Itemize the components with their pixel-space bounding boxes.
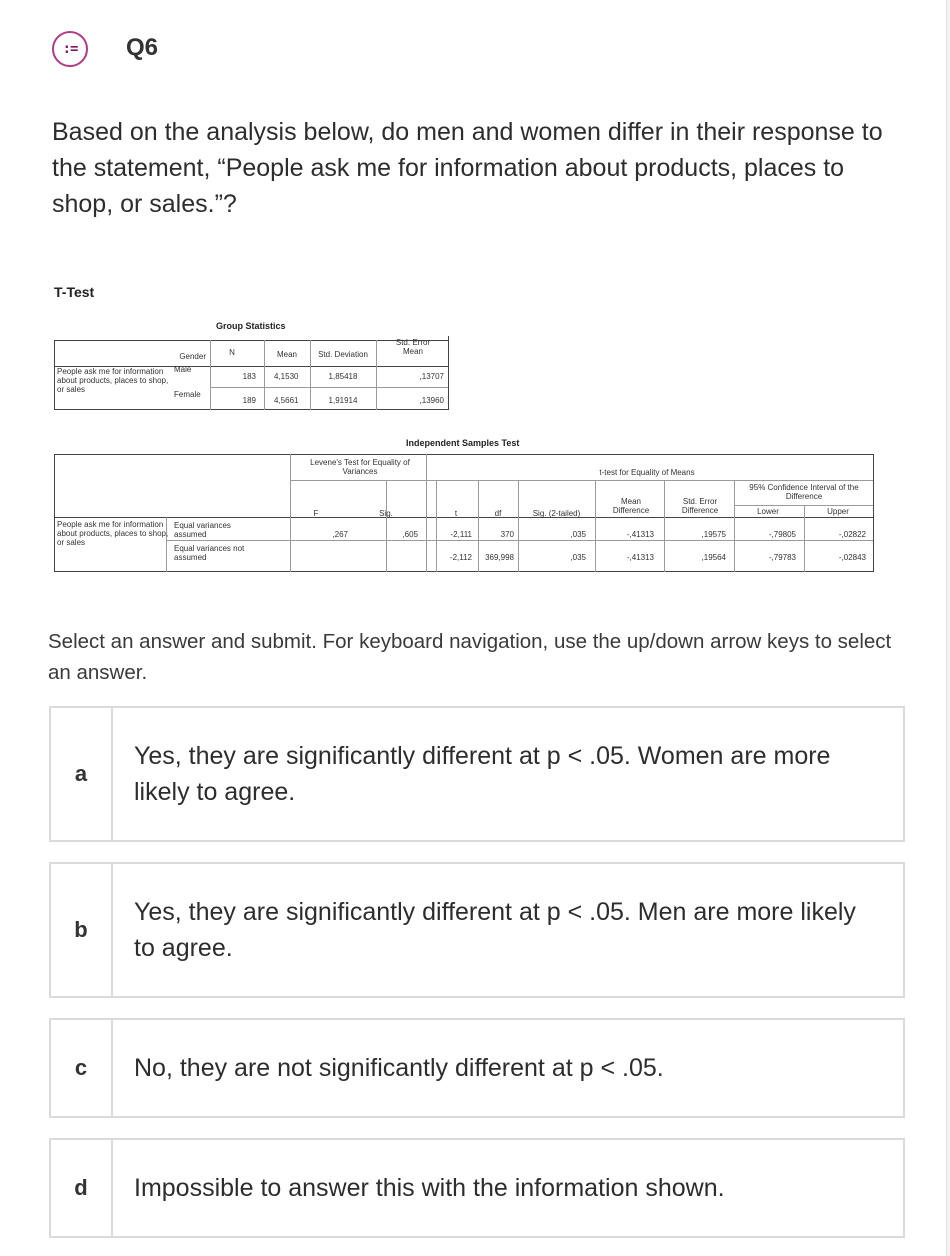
answer-option-b[interactable] bbox=[49, 862, 905, 998]
list-icon: := bbox=[52, 31, 88, 67]
equal-var-upper: -,02822 bbox=[838, 530, 866, 539]
option-letter: c bbox=[51, 1020, 113, 1116]
male-n: 183 bbox=[242, 372, 256, 381]
answer-instructions: Select an answer and submit. For keyboard navigation, use the up/down arrow keys to select an answer. bbox=[48, 630, 892, 684]
equal-var-f: ,267 bbox=[332, 530, 348, 539]
option-text: No, they are not significantly different at p < .05. bbox=[134, 1054, 664, 1082]
unequal-var-label: Equal variances not assumed bbox=[174, 544, 245, 562]
ttest-title: T-Test bbox=[54, 284, 95, 300]
male-gender: Male bbox=[174, 365, 192, 374]
answer-option-c[interactable] bbox=[49, 1018, 905, 1118]
unequal-var-upper: -,02843 bbox=[838, 553, 866, 562]
answer-option-d[interactable] bbox=[49, 1138, 905, 1238]
header-lower: Lower bbox=[757, 507, 779, 516]
ttest-header: t-test for Equality of Means bbox=[599, 468, 695, 477]
unequal-var-se-diff: ,19564 bbox=[701, 553, 726, 562]
header-sig2: Sig. (2-tailed) bbox=[532, 509, 581, 518]
unequal-var-t: -2,112 bbox=[449, 553, 472, 562]
option-letter: b bbox=[51, 864, 113, 996]
header-mean: Mean bbox=[276, 350, 297, 359]
header-upper: Upper bbox=[827, 507, 849, 516]
unequal-var-mean-diff: -,41313 bbox=[626, 553, 654, 562]
equal-var-df: 370 bbox=[500, 530, 514, 539]
male-std-dev: 1,85418 bbox=[328, 372, 358, 381]
header-n: N bbox=[229, 348, 235, 357]
male-mean: 4,1530 bbox=[274, 372, 299, 381]
ci-header: 95% Confidence Interval of the Difference bbox=[749, 483, 859, 501]
header-std-dev: Std. Deviation bbox=[318, 350, 368, 359]
equal-var-sig2: ,035 bbox=[570, 530, 586, 539]
female-std-dev: 1,91914 bbox=[328, 396, 358, 405]
equal-var-mean-diff: -,41313 bbox=[626, 530, 654, 539]
header-se-mean: Std. Error Mean bbox=[395, 338, 431, 356]
equal-var-sig: ,605 bbox=[402, 530, 418, 539]
header-mean-diff: Mean Difference bbox=[612, 497, 650, 515]
header-f: F bbox=[313, 509, 319, 518]
group-row-label: People ask me for information about products, places to shop, or sales bbox=[57, 367, 169, 394]
unequal-var-df: 369,998 bbox=[485, 553, 514, 562]
female-gender: Female bbox=[174, 390, 201, 399]
header-df: df bbox=[494, 509, 502, 518]
spss-output bbox=[50, 280, 880, 590]
answer-option-a[interactable] bbox=[49, 706, 905, 842]
equal-var-se-diff: ,19575 bbox=[701, 530, 726, 539]
question-text: Based on the analysis below, do men and women differ in their response to the statement, “People ask me for information about products, places to shop, or sales.”? bbox=[52, 118, 883, 218]
male-se-mean: ,13707 bbox=[419, 372, 444, 381]
header-gender: Gender bbox=[179, 352, 206, 361]
option-text: Yes, they are significantly different at p < .05. Men are more likely to agree. bbox=[134, 898, 856, 962]
independent-title: Independent Samples Test bbox=[406, 438, 520, 448]
levene-header: Levene's Test for Equality of Variances bbox=[310, 458, 410, 476]
header-t: t bbox=[454, 509, 458, 518]
option-letter: d bbox=[51, 1140, 113, 1236]
question-number: Q6 bbox=[126, 34, 159, 61]
header-sig: Sig. bbox=[379, 509, 393, 518]
equal-var-t: -2,111 bbox=[450, 530, 472, 539]
independent-row-label: People ask me for information about products, places to shop, or sales bbox=[57, 520, 169, 547]
group-stats-title: Group Statistics bbox=[216, 321, 286, 331]
header-se-diff: Std. Error Difference bbox=[681, 497, 719, 515]
female-n: 189 bbox=[242, 396, 256, 405]
unequal-var-sig2: ,035 bbox=[570, 553, 586, 562]
female-mean: 4,5661 bbox=[274, 396, 299, 405]
equal-var-label: Equal variances assumed bbox=[174, 521, 231, 539]
option-letter: a bbox=[51, 708, 113, 840]
option-text: Yes, they are significantly different at p < .05. Women are more likely to agree. bbox=[134, 742, 831, 806]
equal-var-lower: -,79805 bbox=[768, 530, 796, 539]
female-se-mean: ,13960 bbox=[419, 396, 444, 405]
option-text: Impossible to answer this with the information shown. bbox=[134, 1174, 725, 1202]
unequal-var-lower: -,79783 bbox=[768, 553, 796, 562]
